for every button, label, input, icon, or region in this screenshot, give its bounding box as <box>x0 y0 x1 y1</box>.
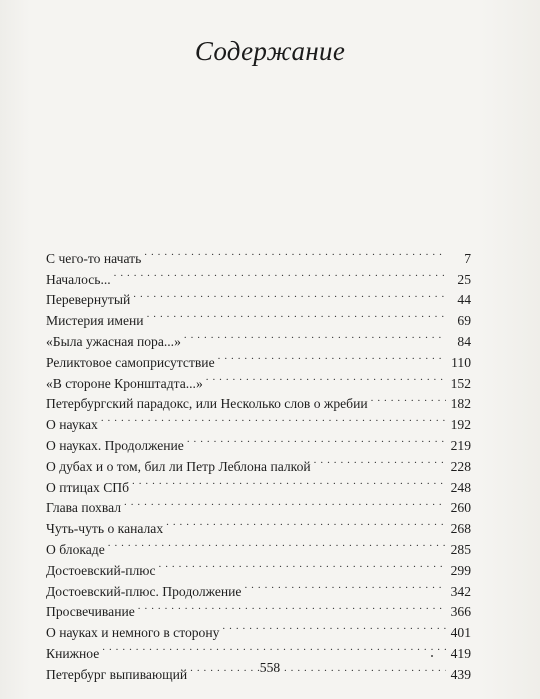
toc-entry <box>46 533 471 557</box>
toc-entry-title: Мистерия имени <box>46 313 144 329</box>
toc-entry-title: С чего-то начать <box>46 250 142 266</box>
dot-leader <box>244 575 446 596</box>
toc-entry-title: О науках <box>46 417 98 433</box>
dot-leader <box>132 471 446 492</box>
toc-entry-page: 25 <box>457 271 471 287</box>
toc-entry <box>46 242 471 266</box>
toc-entry-title: Книжное <box>46 645 100 661</box>
dot-leader <box>124 492 446 513</box>
toc-entry-title: Реликтовое самоприсутствие <box>46 354 215 370</box>
toc-entry-title: О дубах и о том, бил ли Петр Леблона палкой <box>46 458 311 474</box>
toc-entry-title: О птицах СПб <box>46 479 130 495</box>
toc-entry-page: 228 <box>450 458 471 474</box>
toc-entry-title: Петербургский парадокс, или Несколько слов о жребии <box>46 396 368 412</box>
toc-entry-title: «Была ужасная пора...» <box>46 333 181 349</box>
toc-entry-page: 366 <box>450 604 471 620</box>
toc-entry-title: О науках. Продолжение <box>46 437 184 453</box>
dot-leader <box>159 554 446 575</box>
paper-speck <box>431 655 433 657</box>
toc-entry-title: Петербург выпивающий <box>46 666 188 682</box>
toc-entry-page: 7 <box>464 250 471 266</box>
toc-entry <box>46 554 471 578</box>
toc-entry-page: 44 <box>457 292 471 308</box>
toc-entry-page: 299 <box>450 562 471 578</box>
dot-leader <box>133 284 446 305</box>
toc-entry-page: 110 <box>451 354 471 370</box>
toc-entry-title: Просвечивание <box>46 604 135 620</box>
toc-entry-page: 248 <box>450 479 471 495</box>
toc-entry-page: 419 <box>450 645 471 661</box>
toc-entry-title: Достоевский-плюс. Продолжение <box>46 583 242 599</box>
toc-entry-title: Достоевский-плюс <box>46 562 156 578</box>
dot-leader <box>166 512 446 533</box>
dot-leader <box>184 325 446 346</box>
toc-entry-title: Глава похвал <box>46 500 122 516</box>
dot-leader <box>147 304 446 325</box>
toc-entry-title: Началось... <box>46 271 111 287</box>
toc-entry-page: 152 <box>450 375 471 391</box>
toc-entry-page: 268 <box>450 521 471 537</box>
dot-leader <box>101 408 446 429</box>
dot-leader <box>218 346 446 367</box>
table-of-contents <box>46 242 471 682</box>
dot-leader <box>108 533 446 554</box>
toc-entry <box>46 637 471 661</box>
toc-entry-page: 69 <box>457 313 471 329</box>
dot-leader <box>187 429 446 450</box>
dot-leader <box>371 388 446 409</box>
dot-leader <box>206 367 446 388</box>
dot-leader <box>222 616 446 637</box>
toc-entry-page: 260 <box>450 500 471 516</box>
toc-entry <box>46 429 471 453</box>
toc-entry-page: 342 <box>450 583 471 599</box>
toc-entry <box>46 408 471 433</box>
toc-entry-page: 84 <box>457 333 471 349</box>
page-number: 558 <box>259 660 281 675</box>
toc-entry-page: 439 <box>450 666 471 682</box>
toc-entry-title: О блокаде <box>46 541 105 557</box>
dot-leader <box>138 596 446 617</box>
toc-entry-title: Чуть-чуть о каналах <box>46 521 164 537</box>
toc-entry-page: 285 <box>450 541 471 557</box>
toc-entry-page: 192 <box>450 417 471 433</box>
dot-leader <box>102 637 446 658</box>
contents-heading: Содержание <box>194 36 346 66</box>
toc-entry-title: О науках и немного в сторону <box>46 625 220 641</box>
dot-leader <box>144 242 446 263</box>
dot-leader <box>114 263 446 284</box>
toc-entry-title: Перевернутый <box>46 292 131 308</box>
toc-entry-page: 182 <box>450 396 471 412</box>
dot-leader <box>314 450 446 471</box>
toc-entry-page: 401 <box>450 625 471 641</box>
toc-entry-title: «В стороне Кронштадта...» <box>46 375 203 391</box>
toc-entry-page: 219 <box>450 437 471 453</box>
